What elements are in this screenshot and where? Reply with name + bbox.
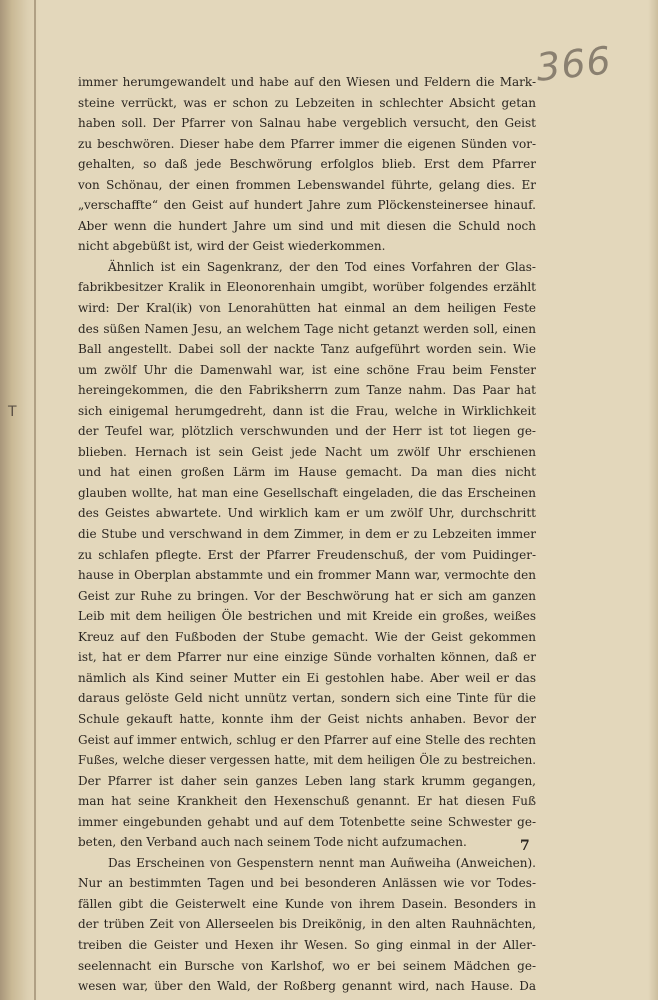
text-line: Fußes, welche dieser vergessen hatte, mit dem heiligen Öle zu bestreichen. bbox=[78, 753, 536, 768]
text-line: ist, hat er dem Pfarrer nur eine einzige Sünde vorhalten können, daß er bbox=[78, 650, 536, 665]
text-line: treiben die Geister und Hexen ihr Wesen. So ging einmal in der Aller- bbox=[78, 937, 536, 952]
text-line: nämlich als Kind seiner Mutter ein Ei gestohlen habe. Aber weil er das bbox=[78, 670, 536, 685]
text-line: blieben. Hernach ist sein Geist jede Nacht um zwölf Uhr erschienen bbox=[78, 444, 536, 459]
text-line: von Schönau, der einen frommen Lebenswandel führte, gelang dies. Er bbox=[78, 177, 536, 192]
text-line: wesen war, über den Wald, der Roßberg genannt wird, nach Hause. Da bbox=[78, 979, 536, 994]
text-line: nicht abgebüßt ist, wird der Geist wiederkommen. bbox=[78, 239, 386, 254]
text-line: wird: Der Kral(ik) von Lenorahütten hat einmal an dem heiligen Feste bbox=[78, 301, 536, 316]
text-line: Ball angestellt. Dabei soll der nackte Tanz aufgeführt worden sein. Wie bbox=[78, 342, 536, 357]
text-line: immer herumgewandelt und habe auf den Wiesen und Feldern die Mark- bbox=[78, 75, 536, 89]
text-line: zu schlafen pflegte. Erst der Pfarrer Freudenschuß, der vom Puidinger- bbox=[78, 547, 536, 562]
text-line: „verschaffte“ den Geist auf hundert Jahre zum Plöckensteinersee hinauf. bbox=[78, 198, 536, 213]
text-line: des süßen Namen Jesu, an welchem Tage nicht getanzt werden soll, einen bbox=[78, 321, 536, 336]
text-line: fällen gibt die Geisterwelt eine Kunde von ihrem Dasein. Besonders in bbox=[78, 896, 536, 911]
text-line: steine verrückt, was er schon zu Lebzeiten in schlechter Absicht getan bbox=[78, 95, 536, 110]
text-line: Kreuz auf den Fußboden der Stube gemacht. Wie der Geist gekommen bbox=[78, 629, 536, 644]
text-line: daraus gelöste Geld nicht unnütz vertan, sondern sich eine Tinte für die bbox=[78, 691, 536, 706]
binding-line bbox=[34, 0, 36, 1000]
text-line: Leib mit dem heiligen Öle bestrichen und mit Kreide ein großes, weißes bbox=[78, 609, 536, 624]
text-line: Geist auf immer entwich, schlug er den Pfarrer auf eine Stelle des rechten bbox=[78, 732, 536, 747]
text-line: sich einigemal herumgedreht, dann ist die Frau, welche in Wirklichkeit bbox=[78, 403, 536, 418]
text-line: zu beschwören. Dieser habe dem Pfarrer immer die eigenen Sünden vor- bbox=[78, 136, 536, 151]
text-line: um zwölf Uhr die Damenwahl war, ist eine schöne Frau beim Fenster bbox=[78, 362, 536, 377]
text-line: des Geistes abwartete. Und wirklich kam er um zwölf Uhr, durchschritt bbox=[78, 506, 536, 521]
page-edge bbox=[648, 0, 658, 1000]
text-line: Aber wenn die hundert Jahre um sind und mit diesen die Schuld noch bbox=[78, 218, 536, 233]
text-line: immer eingebunden gehabt und auf dem Totenbette seine Schwester ge- bbox=[78, 814, 536, 829]
text-line: Das Erscheinen von Gespenstern nennt man Auñweiha (Anweichen). bbox=[108, 855, 536, 870]
text-line: man hat seine Krankheit den Hexenschuß genannt. Er hat diesen Fuß bbox=[78, 794, 536, 809]
text-line: gehalten, so daß jede Beschwörung erfolglos blieb. Erst dem Pfarrer bbox=[78, 157, 536, 172]
text-line: der Teufel war, plötzlich verschwunden und der Herr ist tot liegen ge- bbox=[78, 424, 536, 439]
text-line: beten, den Verband auch nach seinem Tode nicht aufzumachen. bbox=[78, 835, 467, 850]
text-line: hause in Oberplan abstammte und ein frommer Mann war, vermochte den bbox=[78, 568, 536, 583]
margin-mark: T bbox=[8, 404, 17, 420]
handwritten-page-number: 366 bbox=[533, 38, 614, 90]
text-line: und hat einen großen Lärm im Hause gemacht. Da man dies nicht bbox=[78, 465, 536, 480]
page-number: 7 bbox=[520, 838, 530, 854]
text-line: seelennacht ein Bursche von Karlshof, wo er bei seinem Mädchen ge- bbox=[78, 958, 536, 973]
text-line: Nur an bestimmten Tagen und bei besonderen Anlässen wie vor Todes- bbox=[78, 876, 536, 891]
text-line: Geist zur Ruhe zu bringen. Vor der Beschwörung hat er sich am ganzen bbox=[78, 588, 536, 603]
text-line: die Stube und verschwand in dem Zimmer, in dem er zu Lebzeiten immer bbox=[78, 527, 536, 542]
text-line: haben soll. Der Pfarrer von Salnau habe vergeblich versucht, den Geist bbox=[78, 116, 536, 131]
text-line: der trüben Zeit von Allerseelen bis Dreikönig, in den alten Rauhnächten, bbox=[78, 917, 536, 932]
text-line: Der Pfarrer ist daher sein ganzes Leben lang stark krumm gegangen, bbox=[78, 773, 536, 788]
text-line: hereingekommen, die den Fabriksherrn zum Tanze nahm. Das Paar hat bbox=[78, 383, 536, 398]
text-line: Schule gekauft hatte, konnte ihm der Geist nichts anhaben. Bevor der bbox=[78, 711, 536, 726]
text-line: glauben wollte, hat man eine Gesellschaft eingeladen, die das Erscheinen bbox=[78, 485, 536, 500]
body-text bbox=[78, 72, 536, 997]
text-line: fabrikbesitzer Kralik in Eleonorenhain umgibt, worüber folgendes erzählt bbox=[78, 280, 536, 295]
text-line: Ähnlich ist ein Sagenkranz, der den Tod eines Vorfahren der Glas- bbox=[108, 259, 536, 274]
